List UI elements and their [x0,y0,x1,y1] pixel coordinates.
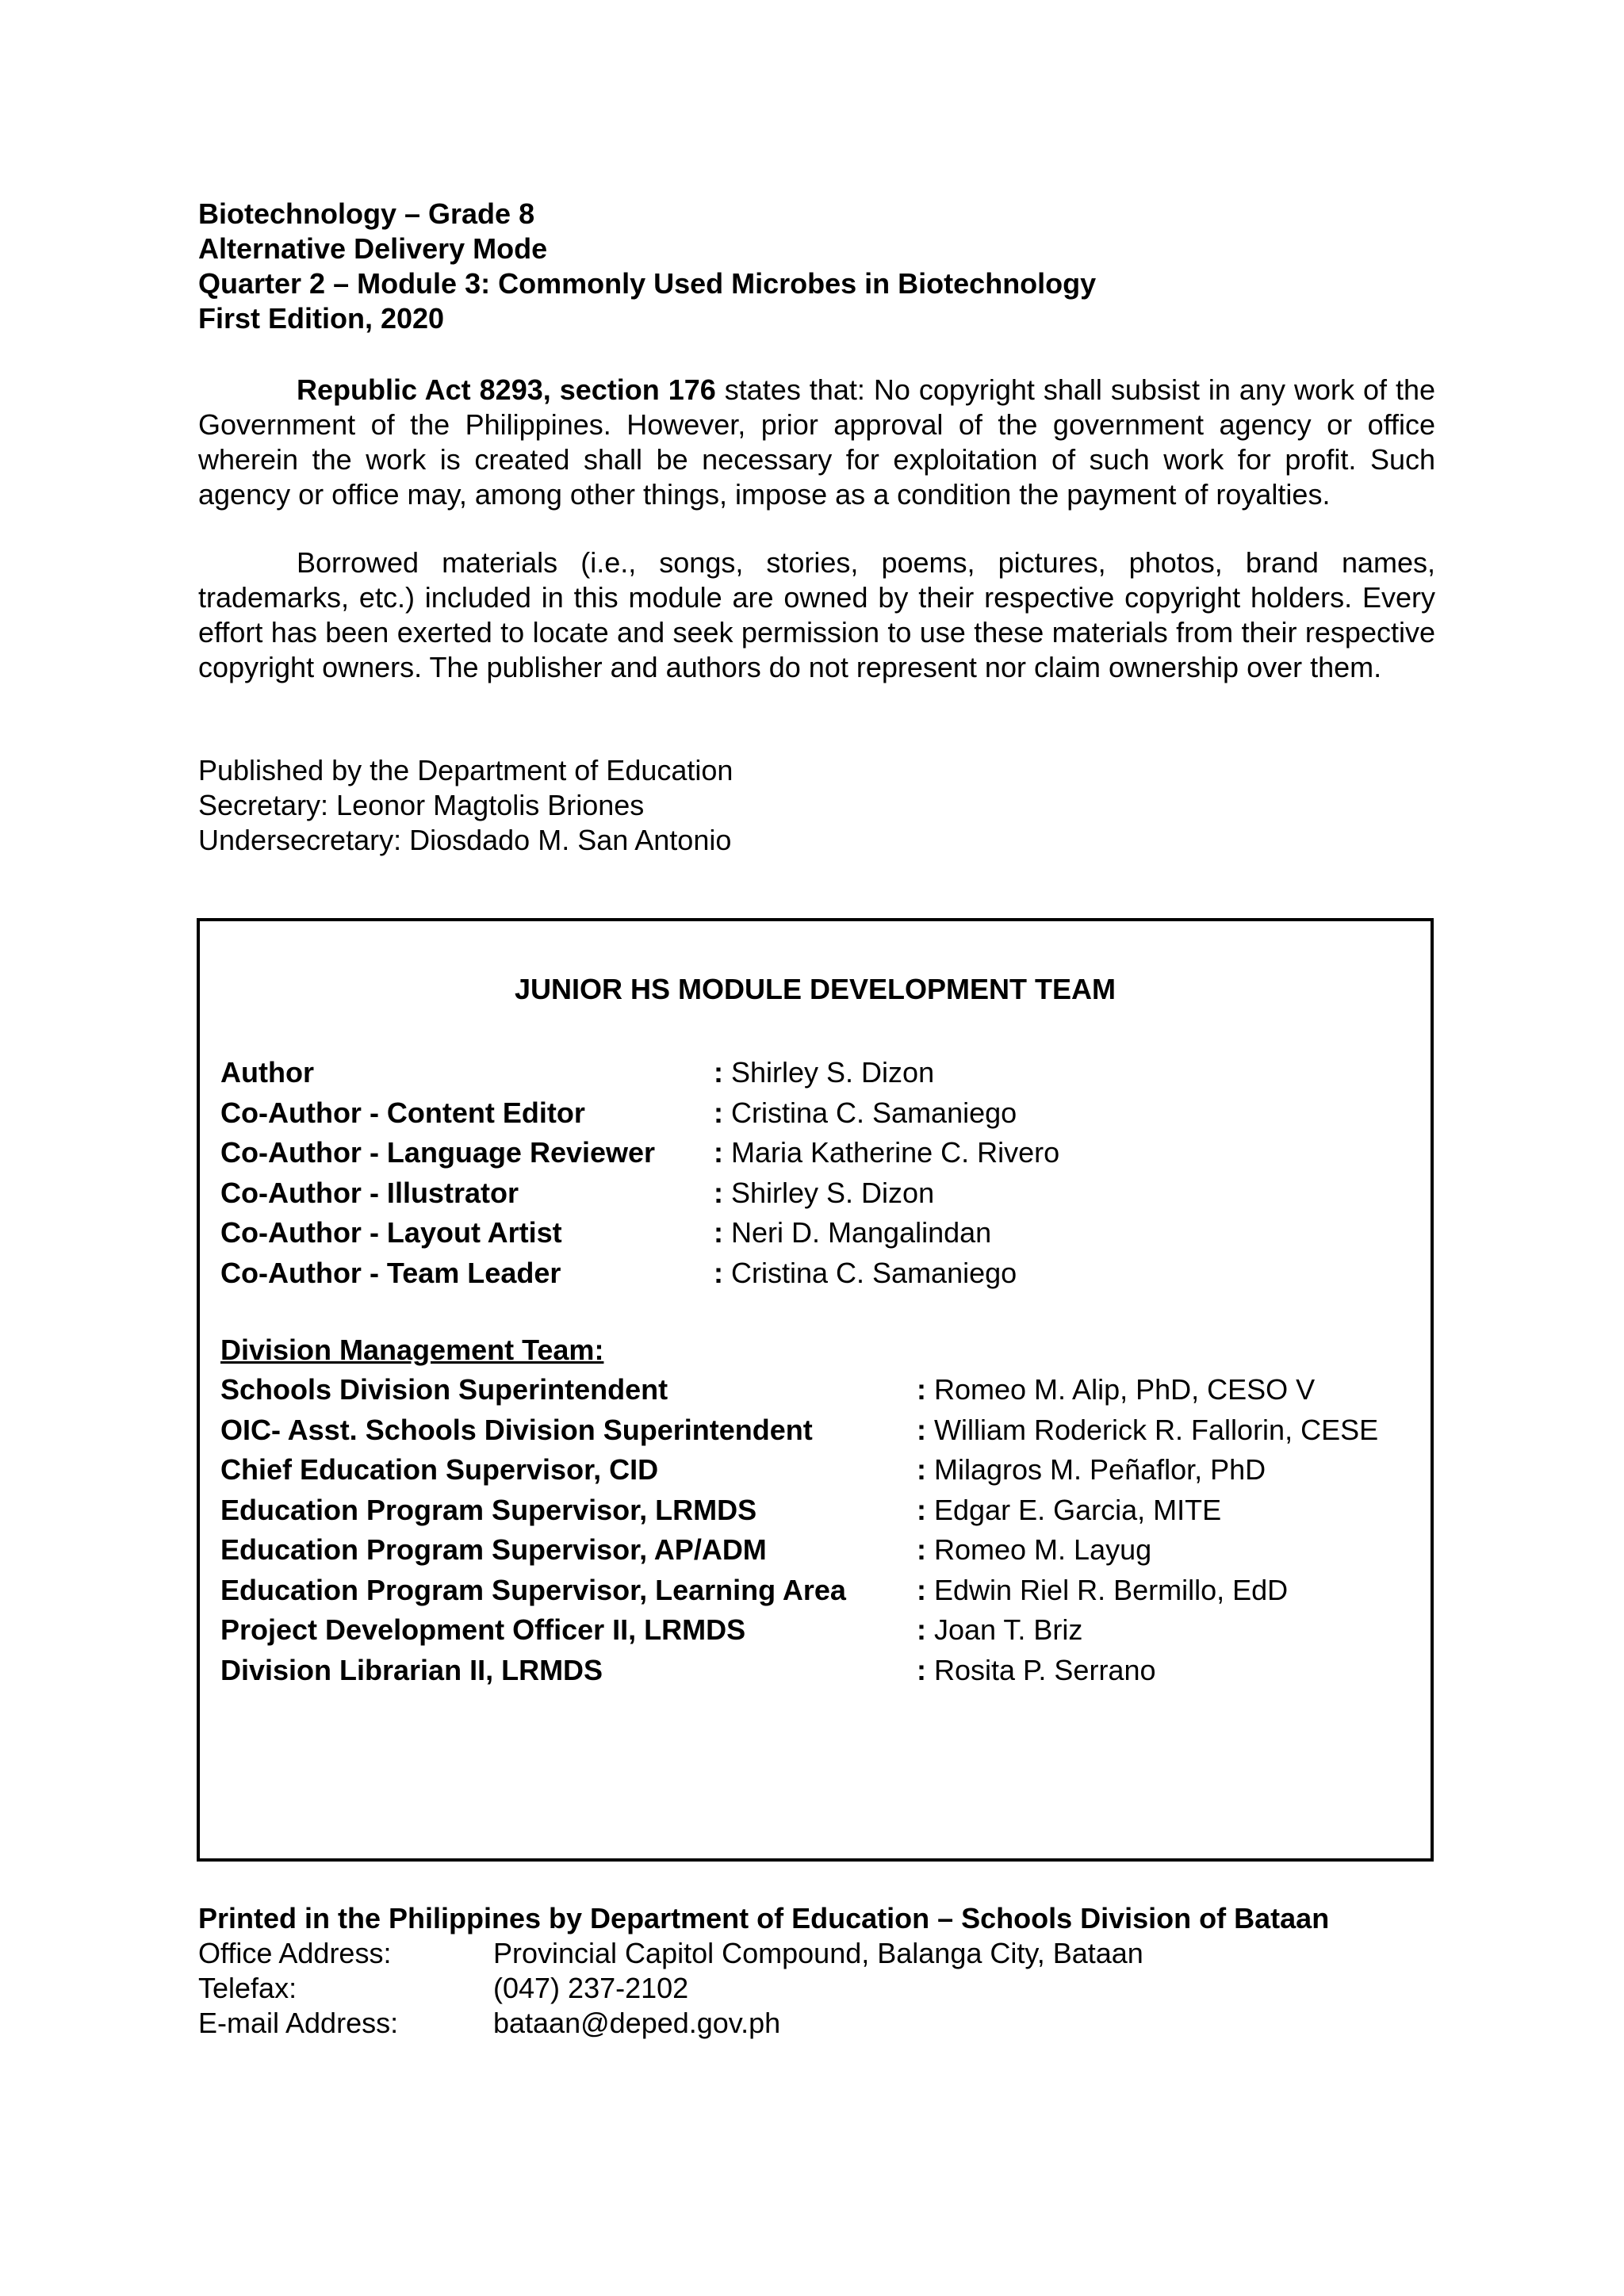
contact-row [198,1971,1467,2006]
separator: : [714,1136,723,1169]
division-row [220,1610,1426,1651]
contact-row [198,1936,1467,1971]
division-row [220,1410,1426,1451]
separator: : [917,1373,926,1406]
author-role: Author [220,1056,314,1089]
development-team-box [197,918,1434,1862]
division-name: Romeo M. Alip, PhD, CESO V [934,1373,1316,1406]
author-role: Co-Author - Content Editor [220,1096,585,1129]
author-role: Co-Author - Illustrator [220,1176,519,1209]
division-name: Joan T. Briz [934,1613,1083,1646]
division-role: Education Program Supervisor, Learning Area [220,1573,846,1606]
copyright-notice-text: states that: No copyright shall subsist in any work of the Government of the Philippines. However, prior approval of the government agency or office wherein the work is created shall be necessary for exploitation of such work for profit. Such agency or office may, among other things, impose as a condition the payment of royalties. [198,373,1435,511]
separator: : [917,1493,926,1526]
author-name: Shirley S. Dizon [731,1176,935,1209]
republic-act-reference: Republic Act 8293, section 176 [297,373,716,406]
borrowed-materials-notice: Borrowed materials (i.e., songs, stories, poems, pictures, photos, brand names, trademarks, etc.) included in this module are owned by their respective copyright holders. Every effort has been exerted to locate and seek permission to use these materials from their respective copyright owners. The publisher and authors do not represent nor claim ownership over them. [198,546,1435,683]
publisher-block [198,753,1435,858]
separator: : [714,1256,723,1289]
division-name: Edgar E. Garcia, MITE [934,1493,1222,1526]
division-row [220,1370,1426,1410]
telefax: (047) 237-2102 [493,1972,689,2004]
division-role: Education Program Supervisor, AP/ADM [220,1533,767,1566]
contact-row [198,2006,1467,2041]
author-role: Co-Author - Language Reviewer [220,1136,656,1169]
author-role: Co-Author - Layout Artist [220,1216,562,1249]
division-role: Chief Education Supervisor, CID [220,1453,659,1486]
division-team-heading: Division Management Team: [220,1334,604,1366]
division-name: Edwin Riel R. Bermillo, EdD [934,1573,1289,1606]
undersecretary: Undersecretary: Diosdado M. San Antonio [198,824,732,856]
separator: : [917,1573,926,1606]
separator: : [714,1176,723,1209]
author-name: Cristina C. Samaniego [731,1256,1017,1289]
division-role: Division Librarian II, LRMDS [220,1653,603,1686]
contact-label: Telefax: [198,1972,297,2004]
email-address: bataan@deped.gov.ph [493,2007,781,2039]
separator: : [917,1533,926,1566]
division-name: Milagros M. Peñaflor, PhD [934,1453,1266,1486]
edition: First Edition, 2020 [198,302,445,335]
division-row [220,1490,1426,1531]
division-row [220,1651,1426,1691]
author-name: Maria Katherine C. Rivero [731,1136,1060,1169]
division-row [220,1450,1426,1490]
separator: : [917,1453,926,1486]
printed-by: Printed in the Philippines by Department of Education – Schools Division of Bataan [198,1902,1330,1934]
secretary: Secretary: Leonor Magtolis Briones [198,789,645,821]
author-name: Cristina C. Samaniego [731,1096,1017,1129]
division-name: William Roderick R. Fallorin, CESE [934,1413,1379,1446]
separator: : [917,1413,926,1446]
division-role: Project Development Officer II, LRMDS [220,1613,746,1646]
printed-info [198,1901,1467,2041]
module-subject: Biotechnology – Grade 8 [198,197,535,230]
publisher: Published by the Department of Education [198,754,733,786]
division-row [220,1530,1426,1571]
author-name: Neri D. Mangalindan [731,1216,992,1249]
division-name: Romeo M. Layug [934,1533,1152,1566]
author-row [220,1053,1410,1093]
copyright-notice [198,373,1435,512]
division-management-team [220,1330,1426,1690]
separator: : [714,1216,723,1249]
team-title: JUNIOR HS MODULE DEVELOPMENT TEAM [514,973,1116,1005]
author-role: Co-Author - Team Leader [220,1256,561,1289]
author-row [220,1253,1410,1294]
author-row [220,1133,1410,1173]
author-row [220,1093,1410,1134]
author-row [220,1173,1410,1214]
module-title-block [198,197,1435,336]
division-role: OIC- Asst. Schools Division Superintendent [220,1413,813,1446]
division-role: Schools Division Superintendent [220,1373,668,1406]
division-row [220,1571,1426,1611]
contact-label: Office Address: [198,1937,392,1969]
authors-list [220,1053,1410,1293]
division-role: Education Program Supervisor, LRMDS [220,1493,757,1526]
module-quarter-title: Quarter 2 – Module 3: Commonly Used Microbes in Biotechnology [198,267,1097,300]
separator: : [917,1653,926,1686]
separator: : [917,1613,926,1646]
contact-label: E-mail Address: [198,2007,399,2039]
division-name: Rosita P. Serrano [934,1653,1156,1686]
author-row [220,1213,1410,1253]
delivery-mode: Alternative Delivery Mode [198,232,548,265]
author-name: Shirley S. Dizon [731,1056,935,1089]
separator: : [714,1056,723,1089]
separator: : [714,1096,723,1129]
office-address: Provincial Capitol Compound, Balanga City, Bataan [493,1937,1143,1969]
